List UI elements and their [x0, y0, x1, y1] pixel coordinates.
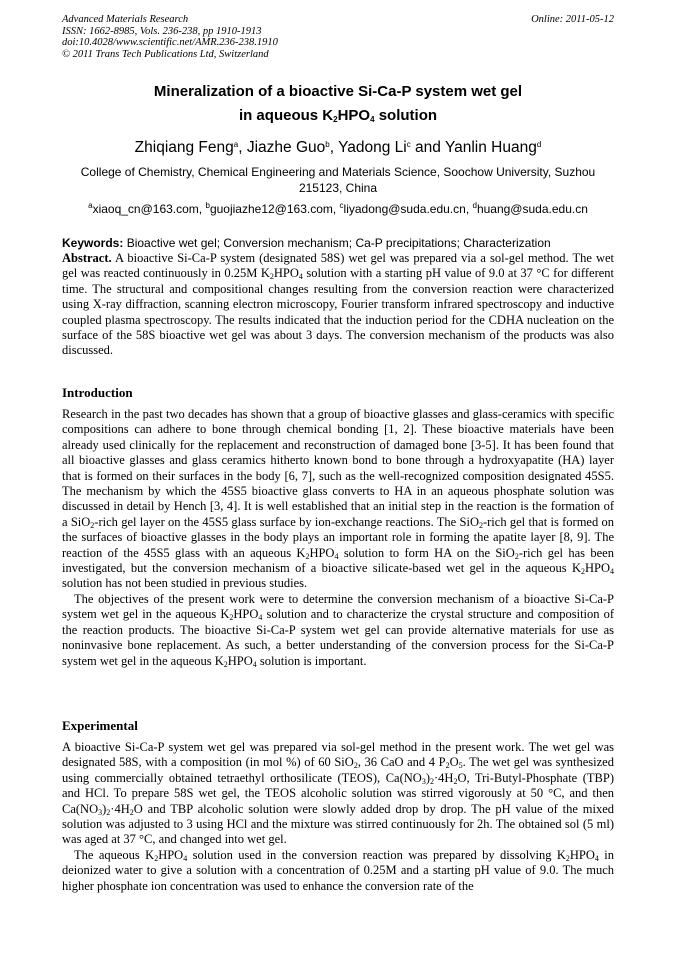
author: Jiazhe Guo [246, 139, 326, 156]
issn-line: ISSN: 1662-8985, Vols. 236-238, pp 1910-1913 [62, 25, 262, 37]
section-heading-experimental: Experimental [62, 718, 138, 733]
paragraph: The aqueous $K_2HPO_4$ solution used in the conversion reaction was prepared by dissolving $K_2HPO_4$ in deionized water to give a solution with a concentration of 0.25M and a starting pH value of 9.0. The much higher phosphate ion concentration was used to enhance the conversion rate of the [62, 847, 615, 893]
abstract-label: Abstract. [62, 251, 112, 265]
email-list: $^a$xiaoq_cn@163.com, $^b$guojiazhe12@163.com, $^c$liyadong@suda.edu.cn, $^d$huang@suda.edu.cn [88, 201, 588, 216]
author: Zhiqiang Feng [134, 139, 234, 156]
affiliation: College of Chemistry, Chemical Engineering and Materials Science, Soochow University, Suzhou 215123, China [80, 165, 596, 195]
paragraph: The objectives of the present work were to determine the conversion mechanism of a bioactive Si-Ca-P system wet gel in the aqueous $K_2HPO_4$ solution and to characterize the crystal structure and composition of the reaction products. The bioactive Si-Ca-P system wet gel can provide alternative materials for use as noninvasive bone replacement. As such, a better understanding of the conversion process for the Si-Ca-P system wet gel in the aqueous $K_2HPO_4$ solution is important. [62, 591, 615, 669]
keywords-text: Bioactive wet gel; Conversion mechanism; Ca-P precipitations; Characterization [123, 236, 551, 250]
doi-line: doi:10.4028/www.scientific.net/AMR.236-238.1910 [62, 37, 278, 48]
copyright-line: © 2011 Trans Tech Publications Ltd, Switzerland [62, 48, 269, 60]
paper-title [62, 80, 614, 128]
title-line-1: Mineralization of a bioactive Si-Ca-P system wet gel [153, 83, 523, 100]
author-mark: b [325, 140, 330, 149]
online-date: Online: 2011-05-12 [531, 14, 614, 25]
paragraph: A bioactive Si-Ca-P system wet gel was prepared via sol-gel method in the present work. The wet gel was designated 58S, with a composition (in mol %) of 60 SiO$_2$, 36 CaO and 4 $P_2O_5$. The wet gel was synthesized using commercially obtained tetraethyl orthosilicate (TEOS), $Ca(NO_3)_2\cdot 4H_2O$, Tri-Butyl-Phosphate (TBP) and HCl. To prepare 58S wet gel, the TEOS alcoholic solution was stirred vigorously at 50 °C, and then $Ca(NO_3)_2\cdot 4H_2O$ and TBP alcoholic solution were slowly added drop by drop. The pH value of the mixed solution was adjusted to 3 using HCl and the mixture was stirred continuously for 2h. The obtained sol (5 ml) was aged at 37 °C, and changed into wet gel. [62, 740, 614, 847]
abstract: Abstract. A bioactive Si-Ca-P system (designated 58S) wet gel was prepared via a sol-gel method. The wet gel was reacted continuously in 0.25M $K_2HPO_4$ solution with a starting pH value of 9.0 at 37 °C for different time. The structural and compositional changes resulting from the conversion reaction were characterized using X-ray diffraction, scanning electron microscopy, Fourier transform infrared spectroscopy and inductive coupled plasma spectroscopy. The results indicated that the induction period for the CDHA nucleation on the surface of the 58S bioactive wet gel was about 3 days. The conversion mechanism of the products was also discussed. [62, 251, 614, 358]
keywords-label: Keywords: [62, 236, 124, 250]
email-link[interactable]: guojiazhe12@163.com, [209, 202, 340, 216]
paragraph: Research in the past two decades has shown that a group of bioactive glasses and glass-ceramics with specific compositions can adhere to bone through chemical bonding [1, 2]. These bioactive materials have been already used clinically for the replacement and reconstruction of damaged bone [3-5]. It has been found that all bioactive glasses and glass ceramics hitherto known bond to bone through a hydroxyapatite (HA) layer that is formed on their surfaces in the body [6, 7], such as the well-recognized composition designated 45S5. The mechanism by which the 45S5 bioactive glass converts to HA in an aqueous phosphate solution was discussed in detail by Hench [3, 4]. It is well established that an initial step in the reaction is the formation of a SiO$_2$-rich gel layer on the 45S5 glass surface by ion-exchange reactions. The SiO$_2$-rich gel that is formed on the surfaces of bioactive glasses in the body plays an important role in forming the apatite layer [8, 9]. The reaction of the 45S5 glass with an aqueous $K_2HPO_4$ solution to form HA on the SiO$_2$-rich gel has been investigated, but the conversion mechanism of a bioactive silicate-based wet gel in the aqueous $K_2HPO_4$ solution has not been studied in previous studies. [62, 407, 615, 591]
author-mark: d [536, 140, 542, 149]
experimental-text [62, 740, 614, 894]
email-link[interactable]: xiaoq_cn@163.com, [92, 202, 206, 216]
title-line-2: in aqueous $K_2HPO_4$ solution [238, 107, 438, 124]
author-mark: c [406, 140, 411, 149]
email-link[interactable]: huang@suda.edu.cn [476, 202, 588, 216]
keywords [62, 236, 622, 251]
section-heading-introduction: Introduction [62, 385, 133, 400]
author: Yanlin Huang [444, 139, 537, 156]
author: Yadong Li [338, 139, 407, 156]
introduction-text [62, 407, 614, 669]
author-mark: a [233, 140, 239, 149]
journal-name: Advanced Materials Research [62, 14, 189, 25]
author-list: Zhiqiang Feng$^a$, Jiazhe Guo$^b$, Yadong Li$^c$ and Yanlin Huang$^d$ [134, 139, 542, 156]
running-header [62, 14, 622, 60]
email-link[interactable]: liyadong@suda.edu.cn, [343, 202, 473, 216]
